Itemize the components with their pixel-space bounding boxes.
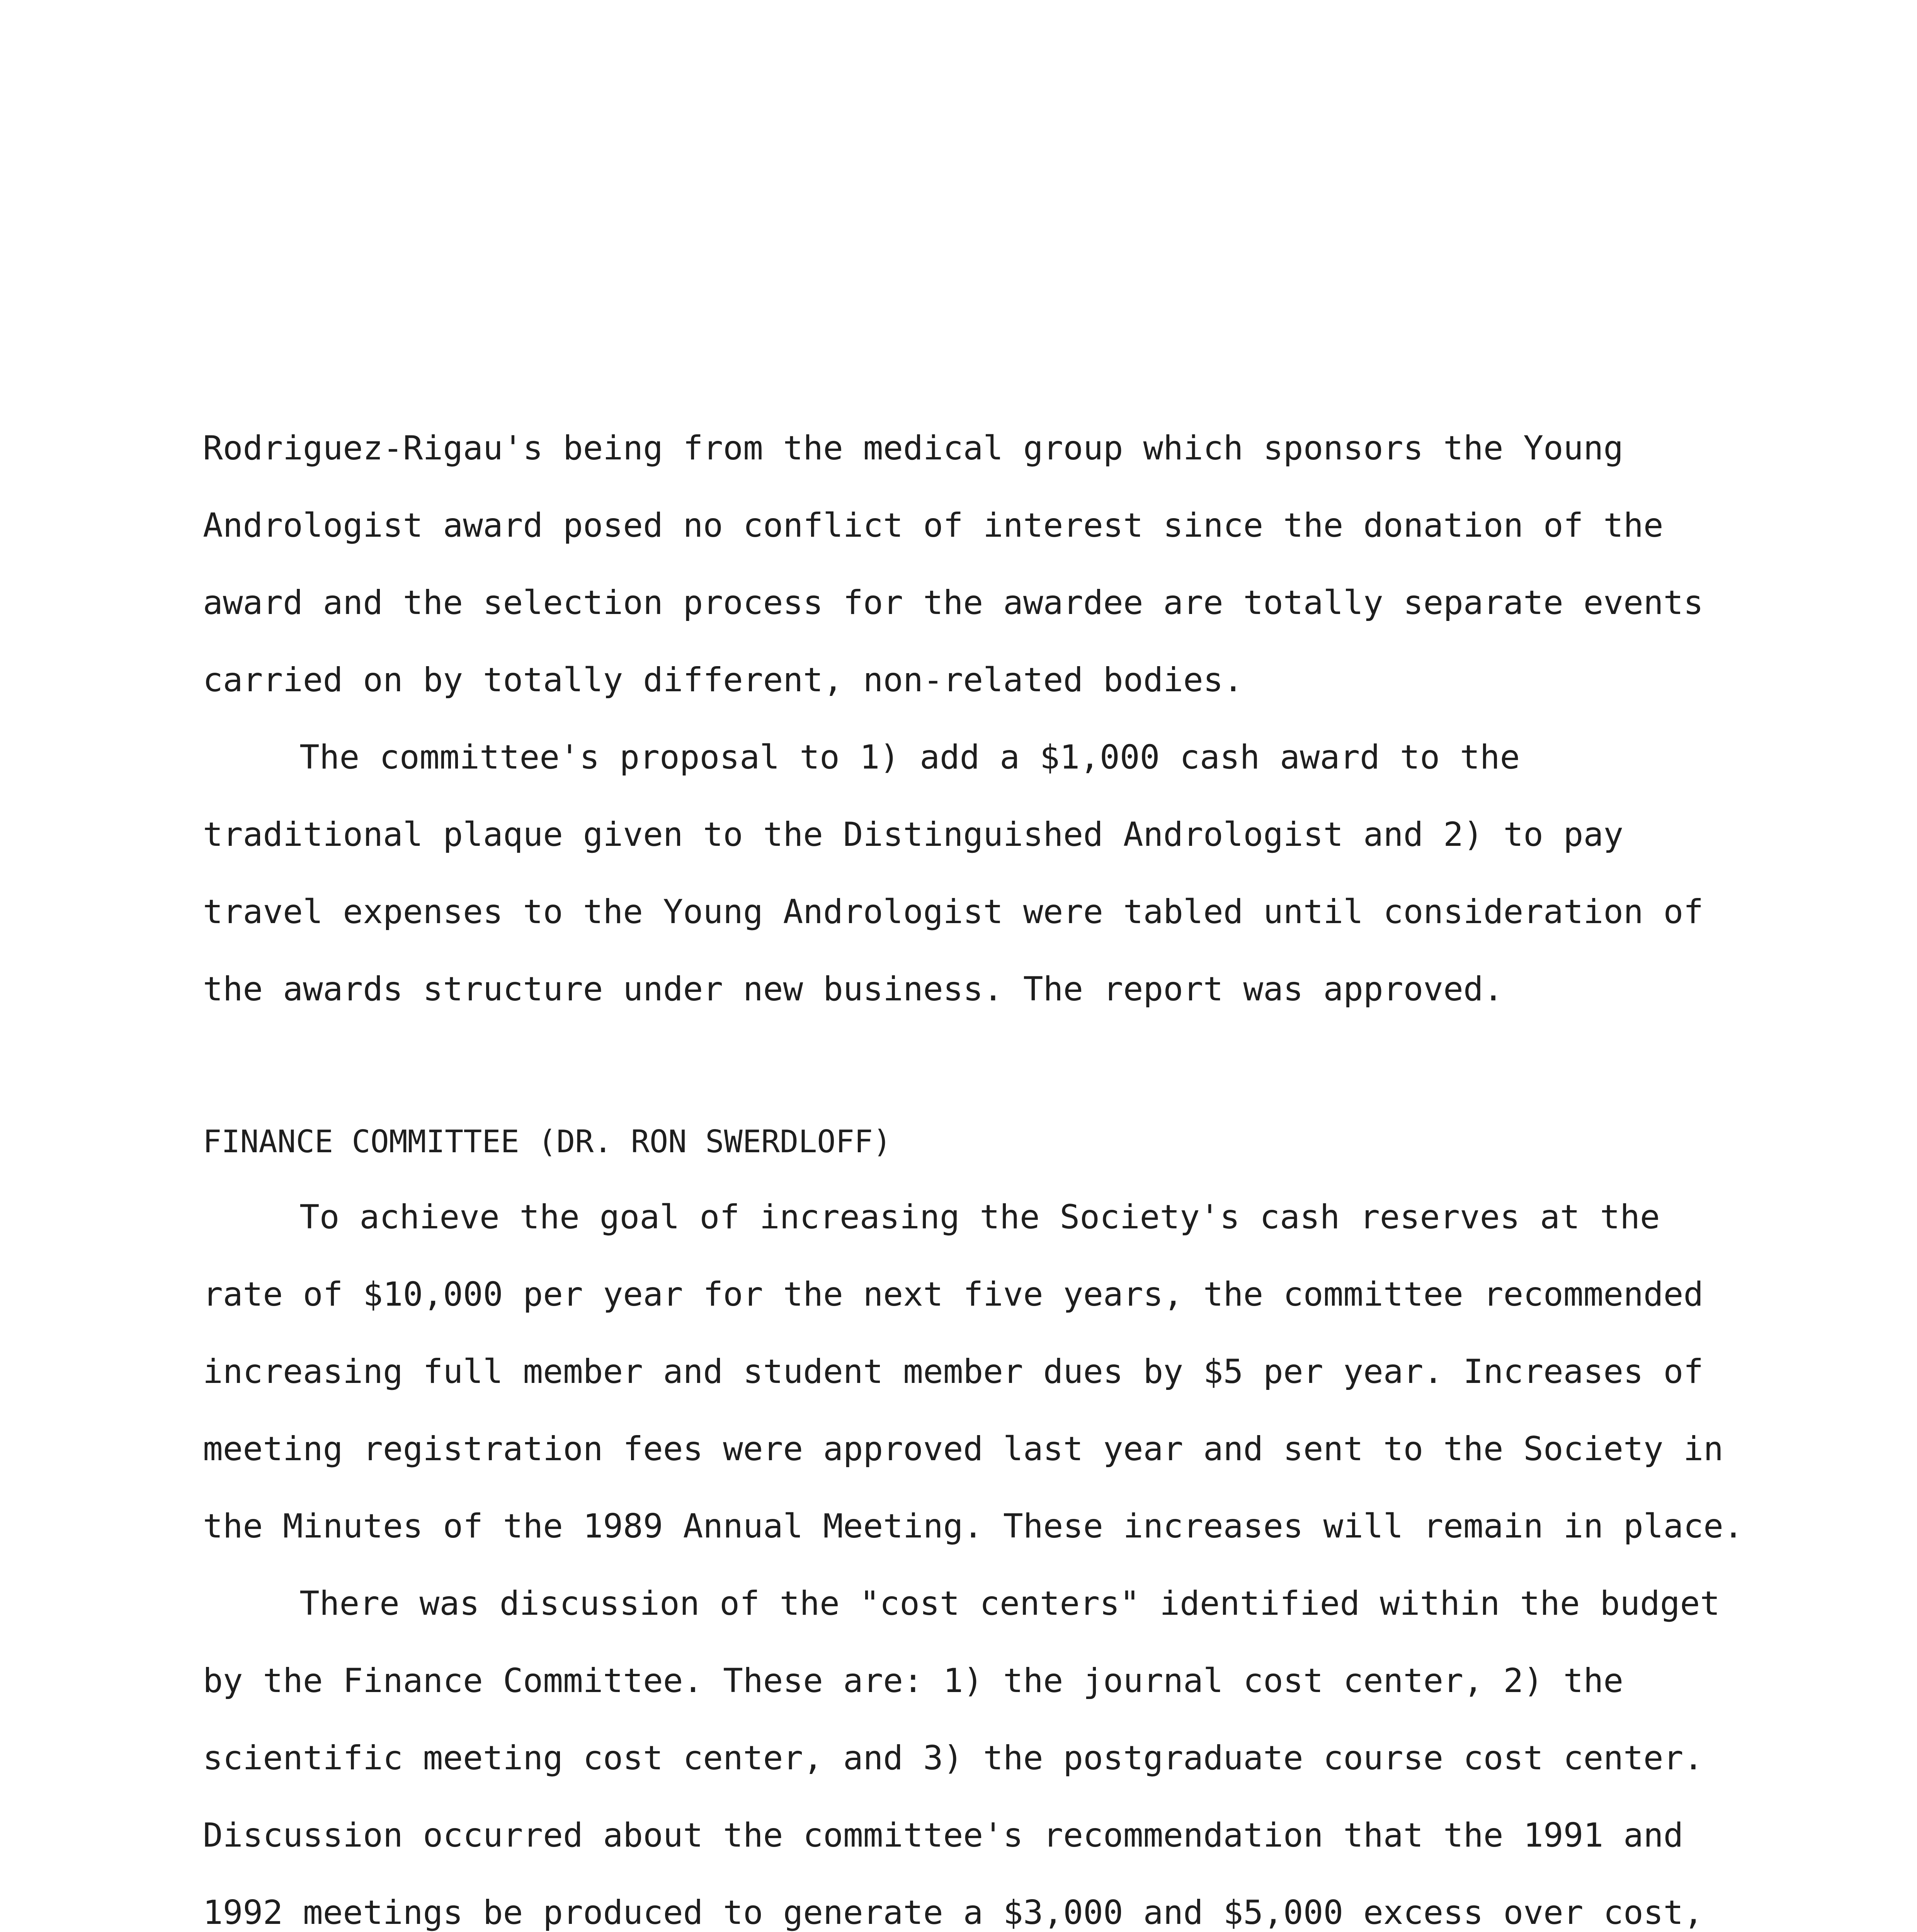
- body-line: the awards structure under new business. The report was approved.: [203, 970, 1504, 1009]
- body-line: the Minutes of the 1989 Annual Meeting. These increases will remain in place.: [203, 1507, 1744, 1546]
- body-line: traditional plaque given to the Distinguished Andrologist and 2) to pay: [203, 815, 1624, 854]
- body-line: rate of $10,000 per year for the next five years, the committee recommended: [203, 1275, 1704, 1314]
- body-line: Andrologist award posed no conflict of interest since the donation of the: [203, 506, 1664, 545]
- body-line: travel expenses to the Young Andrologist were tabled until consideration of: [203, 893, 1704, 931]
- body-line: The committee's proposal to 1) add a $1,000 cash award to the: [299, 738, 1520, 777]
- body-line: by the Finance Committee. These are: 1) the journal cost center, 2) the: [203, 1662, 1624, 1700]
- body-line: increasing full member and student member dues by $5 per year. Increases of: [203, 1352, 1704, 1391]
- body-line: award and the selection process for the awardee are totally separate events: [203, 583, 1704, 622]
- body-line: scientific meeting cost center, and 3) the postgraduate course cost center.: [203, 1739, 1704, 1777]
- body-line: There was discussion of the "cost centers" identified within the budget: [299, 1584, 1720, 1623]
- body-line: To achieve the goal of increasing the Society's cash reserves at the: [299, 1198, 1660, 1236]
- body-line: Discussion occurred about the committee's recommendation that the 1991 and: [203, 1816, 1684, 1855]
- body-line: meeting registration fees were approved last year and sent to the Society in: [203, 1430, 1724, 1468]
- body-line: carried on by totally different, non-related bodies.: [203, 661, 1243, 699]
- section-heading-finance-committee: FINANCE COMMITTEE (DR. RON SWERDLOFF): [203, 1124, 892, 1160]
- body-line: Rodriguez-Rigau's being from the medical group which sponsors the Young: [203, 429, 1624, 468]
- body-line: 1992 meetings be produced to generate a $3,000 and $5,000 excess over cost,: [203, 1893, 1704, 1932]
